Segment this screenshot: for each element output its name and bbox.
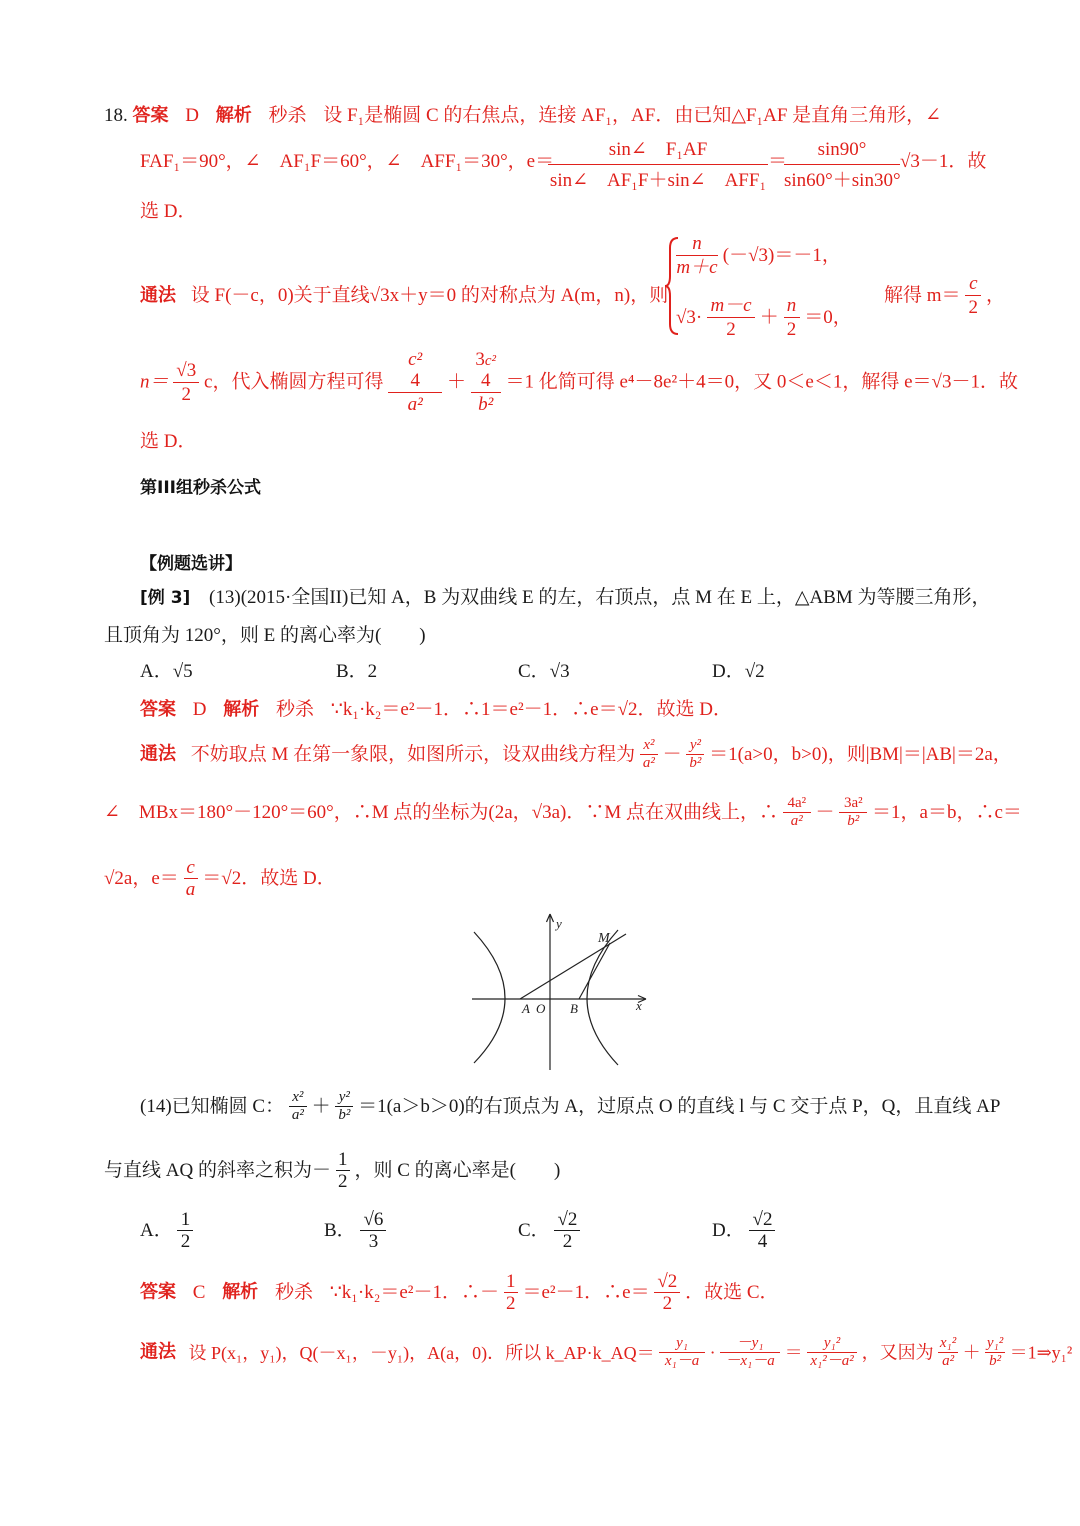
fraction-denominator: sin60°＋sin30°: [784, 170, 901, 191]
fraction-numerator: √2: [557, 1209, 578, 1230]
q18-text-4a: 设 F(－c，0)关于直线√3x＋y＝0 的对称点为 A(m，n)，则: [190, 285, 669, 306]
fraction-4a2-a2: [783, 796, 811, 829]
q18-line5: [140, 350, 1018, 414]
ex14-text-2a: 与直线 AQ 的斜率之积为－: [104, 1160, 331, 1181]
fraction-numerator: 3a²: [843, 795, 863, 811]
solve-m: [884, 274, 1005, 317]
question-number: 18.: [104, 105, 128, 126]
fraction-sin-values: [784, 140, 900, 190]
fraction-denominator: a²: [942, 1353, 955, 1369]
option-fraction: [554, 1210, 580, 1251]
ex14-answer-text-a: ∵k₁·k₂＝e²－1．∴－: [329, 1282, 499, 1303]
ex3-general-text-1b: ＝1(a>0，b>0)，则|BM|＝|AB|＝2a，: [709, 744, 1012, 765]
fraction-numerator: y²: [338, 1089, 350, 1105]
ex14-general-text-a: 设 P(x₁，y₁)，Q(－x₁，－y₁)，A(a，0)．所以 k_AP·k_AQ＝: [188, 1342, 655, 1363]
fraction-bar: [676, 255, 718, 256]
fraction-numerator: √6: [363, 1209, 384, 1230]
solve-end: ，: [986, 285, 1006, 306]
system-equation-1: [676, 234, 841, 277]
hyperbola-figure: [468, 910, 658, 1074]
ex3-general-line1: [140, 738, 1012, 771]
ex3-option-a: A．√5: [140, 661, 193, 682]
fraction-numerator: √2: [657, 1271, 678, 1292]
q18-text-5-rest: ＝1 化简可得 e⁴－8e²＋4＝0，又 0＜e＜1，解得 e＝√3－1．故: [505, 371, 1018, 393]
fraction-numerator: y²: [689, 737, 701, 753]
analysis-keyword: 解析: [222, 1281, 259, 1303]
ex14-answer-text-c: ．故选 C．: [685, 1282, 779, 1303]
ex3-option-d: D．√2: [712, 661, 765, 682]
ex14-general-line: [140, 1336, 1072, 1369]
point-a-label: A: [522, 1001, 530, 1016]
ex14-option-c: [518, 1210, 580, 1251]
option-fraction: [360, 1210, 386, 1251]
fraction-bar: [548, 164, 768, 165]
fraction-numerator: －y₁: [736, 1335, 764, 1351]
q18-text-2b: √3－1．故: [900, 151, 987, 172]
fraction-numerator: sin90°: [817, 139, 867, 160]
fraction-denominator: a: [185, 879, 196, 900]
fraction-denominator: a²: [790, 813, 803, 829]
answer-value: D: [185, 105, 199, 126]
fraction-denominator: m＋c: [676, 257, 718, 278]
fraction-sin: [548, 140, 768, 190]
system-eq1-rest: (－√3)＝－1，: [722, 245, 841, 266]
ex3-general-line3: [104, 858, 336, 899]
fraction-denominator: 3: [368, 1231, 379, 1252]
fraction-1-over-2: [504, 1272, 518, 1313]
fraction-denominator: 2: [662, 1293, 673, 1314]
general-keyword: 通法: [140, 1341, 176, 1363]
q18-line3: 选 D．: [140, 201, 197, 222]
fraction-y1-x1a: [659, 1336, 705, 1369]
dot-sign: ·: [709, 1342, 716, 1363]
fraction-numerator: y₁²: [986, 1335, 1004, 1351]
fraction-numerator: 1: [337, 1149, 348, 1170]
fraction-numerator: 4a²: [787, 795, 807, 811]
plus-sign: ＋: [446, 371, 466, 393]
fraction-y1sq: [807, 1336, 857, 1369]
fraction-denominator: 2: [181, 383, 192, 405]
fraction-c-over-2: [965, 274, 981, 317]
plus-sign: ＋: [311, 1096, 331, 1117]
ex3-general-text-2a: ∠ MBx＝180°－120°＝60°，∴M 点的坐标为(2a，√3a)．∵M 点在双曲线上，∴: [104, 802, 779, 823]
solve-text: 解得 m＝: [884, 285, 961, 306]
fraction-y2-b2: [335, 1090, 353, 1123]
q18-line6: 选 D．: [140, 431, 197, 452]
fraction-numerator: √2: [752, 1209, 773, 1230]
y-axis-label: y: [556, 916, 562, 931]
ex3-line2: 且顶角为 120°，则 E 的离心率为( ): [104, 625, 426, 646]
fraction-bar: [388, 392, 442, 393]
fraction-denominator: 2: [968, 297, 979, 318]
ex14-line2: [104, 1150, 560, 1191]
fraction-inner-denominator: 4: [410, 370, 420, 391]
ex3-option-b: B．2: [336, 661, 378, 682]
fraction-neg-y1: [720, 1336, 780, 1369]
answer-value: C: [192, 1282, 206, 1303]
fraction-c2-4-a2: [388, 350, 442, 414]
q18-general-keyword: [140, 286, 668, 305]
plus-sign: ＋: [962, 1342, 981, 1363]
fraction-numerator: m－c: [710, 295, 752, 316]
fraction-numerator: 1: [506, 1271, 516, 1292]
fraction-denominator: b²: [847, 813, 860, 829]
ex3-general-text-2b: ＝1，a＝b，∴c＝: [872, 802, 1022, 823]
fraction-numerator: n: [786, 295, 797, 316]
fraction-bar: [965, 295, 981, 296]
fraction-numerator: x²: [292, 1089, 304, 1105]
ex14-answer-line: [140, 1272, 779, 1313]
fraction-numerator: 1: [180, 1209, 191, 1230]
fraction-1-over-2: [336, 1150, 350, 1191]
segment-bm: [579, 943, 610, 999]
fraction-x2-a2: [640, 738, 658, 771]
fraction-numerator: n: [692, 233, 702, 254]
x-axis-label: x: [636, 998, 642, 1013]
ex3-general-text-1a: 不妨取点 M 在第一象限，如图所示，设双曲线方程为: [190, 744, 636, 765]
fraction-n-over-2: [784, 296, 800, 339]
fraction-numerator: x₁²: [939, 1335, 957, 1351]
ex14-answer-text-b: ＝e²－1．∴e＝: [522, 1282, 650, 1303]
answer-keyword: 答案: [132, 105, 169, 126]
quick-keyword: 秒杀: [275, 699, 314, 720]
analysis-keyword: 解析: [223, 699, 260, 720]
example-label: [例 3]: [140, 588, 191, 608]
option-letter: C．: [518, 1220, 550, 1241]
general-keyword: 通法: [140, 285, 176, 306]
ex3-general-line2: [104, 796, 1022, 829]
fraction-inner-numerator: c²: [408, 349, 423, 370]
ex3-answer-line: [140, 700, 732, 719]
fraction-denominator: x₁²－a²: [810, 1353, 854, 1369]
fraction-bar: [173, 382, 199, 383]
fraction-denominator: a²: [407, 394, 423, 415]
fraction-inner-denominator: 4: [480, 370, 491, 391]
fraction-bar: [471, 392, 501, 393]
point-m-label: M: [598, 931, 610, 946]
fraction-bar: [784, 164, 900, 165]
point-b-label: B: [570, 1001, 578, 1016]
fraction-denominator: －x₁－a: [725, 1353, 775, 1369]
option-letter: A．: [140, 1220, 173, 1241]
numerator-c2: c²: [484, 353, 497, 369]
fraction-denominator: a²: [642, 755, 655, 771]
fraction-denominator: b²: [989, 1353, 1002, 1369]
equals-sign: ＝: [768, 151, 788, 172]
ex14-option-d: [712, 1210, 775, 1251]
fraction-numerator: y₁²: [823, 1335, 841, 1351]
fraction-bar: [707, 317, 755, 318]
section-title: 第III组秒杀公式: [140, 478, 261, 498]
origin-label: O: [536, 1001, 546, 1016]
q18-text-2a: FAF₁＝90°，∠ AF₁F＝60°，∠ AFF₁＝30°，e＝: [140, 151, 555, 172]
fraction-numerator: c: [969, 273, 978, 294]
fraction-denominator: 2: [786, 319, 797, 340]
fraction-sqrt3-over-2: [173, 361, 199, 404]
fraction-3c2-4-b2: [471, 350, 501, 414]
substitution-text: c，代入椭圆方程可得: [204, 371, 384, 393]
fraction-numerator: √3: [176, 359, 197, 381]
example-header: 【例题选讲】: [140, 554, 242, 574]
system-eq2-rest: ＝0，: [804, 307, 852, 328]
fraction-denominator: x₁－a: [664, 1353, 700, 1369]
equals-sign: ＝: [784, 1342, 803, 1363]
ex3-option-c: C．√3: [518, 661, 570, 682]
fraction-denominator: 2: [180, 1231, 191, 1252]
fraction-denominator: 4: [757, 1231, 768, 1252]
ex14-option-a: [140, 1210, 193, 1251]
fraction-y1sq-b2: [985, 1336, 1005, 1369]
n-equals: n＝: [140, 371, 169, 393]
hyperbola-right-branch: [587, 930, 618, 1065]
fraction-numerator: c: [186, 857, 195, 878]
fraction-inner-numerator: [471, 350, 501, 369]
fraction-n-over-mc: [676, 234, 718, 277]
ex14-general-text-c: ＝1⇒y₁²: [1009, 1342, 1073, 1363]
fraction-3a2-b2: [839, 796, 867, 829]
ex14-line1: [140, 1090, 1000, 1123]
minus-sign: －: [815, 802, 835, 823]
fraction-denominator: 2: [506, 1293, 516, 1314]
option-letter: D．: [712, 1220, 745, 1241]
quick-keyword: 秒杀: [274, 1282, 313, 1303]
ex3-general-text-3b: ＝√2．故选 D．: [202, 868, 336, 889]
fraction-mc-over-2: [707, 296, 755, 339]
fraction-denominator: a²: [291, 1107, 304, 1123]
ex3-general-text-3a: √2a，e＝: [104, 868, 179, 889]
fraction-c-over-a: [184, 858, 198, 899]
fraction-denominator: 2: [562, 1231, 573, 1252]
ex14-text-1b: ＝1(a＞b＞0)的右顶点为 A，过原点 O 的直线 l 与 C 交于点 P，Q，且直线 AP: [358, 1096, 1001, 1117]
option-letter: B．: [324, 1220, 356, 1241]
answer-keyword: 答案: [140, 1281, 176, 1303]
answer-value: D: [192, 699, 207, 720]
answer-keyword: 答案: [140, 699, 176, 720]
analysis-keyword: 解析: [215, 105, 252, 126]
system-equation-2: [676, 296, 852, 339]
q18-text-1: 设 F₁是椭圆 C 的右焦点，连接 AF₁，AF．由已知△F₁AF 是直角三角形，∠: [323, 105, 942, 126]
option-fraction: [177, 1210, 193, 1251]
ex14-text-1a: (14)已知椭圆 C：: [140, 1096, 285, 1117]
sqrt3-factor: √3·: [676, 307, 703, 328]
fraction-numerator: x²: [643, 737, 655, 753]
general-keyword: 通法: [140, 743, 176, 765]
option-fraction: [749, 1210, 775, 1251]
fraction-y2-b2: [686, 738, 704, 771]
fraction-denominator: sin∠ AF₁F＋sin∠ AFF₁: [549, 170, 767, 191]
ex14-option-b: [324, 1210, 386, 1251]
fraction-bar: [784, 317, 800, 318]
fraction-denominator: b²: [338, 1107, 351, 1123]
q18-line1: [104, 106, 941, 125]
fraction-numerator: y₁: [676, 1335, 689, 1351]
ex14-general-text-b: ，又因为: [861, 1342, 934, 1363]
fraction-x1sq-a2: [938, 1336, 958, 1369]
ex3-line1: [140, 588, 991, 607]
hyperbola-left-branch: [474, 932, 505, 1063]
minus-sign: －: [662, 744, 682, 765]
fraction-denominator: b²: [689, 755, 702, 771]
fraction-denominator: 2: [337, 1171, 348, 1192]
numerator-3: 3: [475, 349, 485, 370]
plus-sign: ＋: [759, 307, 779, 328]
fraction-sqrt2-over-2: [654, 1272, 680, 1313]
ex3-answer-text: ∵k₁·k₂＝e²－1．∴1＝e²－1．∴e＝√2．故选 D．: [330, 699, 733, 720]
fraction-denominator: b²: [478, 394, 494, 415]
quick-keyword: 秒杀: [268, 105, 307, 126]
ex14-text-2b: ，则 C 的离心率是( ): [354, 1160, 561, 1181]
fraction-numerator: sin∠ F₁AF: [608, 139, 708, 160]
fraction-denominator: 2: [726, 319, 736, 340]
ex3-text-1: (13)(2015·全国II)已知 A，B 为双曲线 E 的左，右顶点，点 M 在 E 上，△ABM 为等腰三角形，: [209, 587, 991, 608]
fraction-x2-a2: [289, 1090, 307, 1123]
